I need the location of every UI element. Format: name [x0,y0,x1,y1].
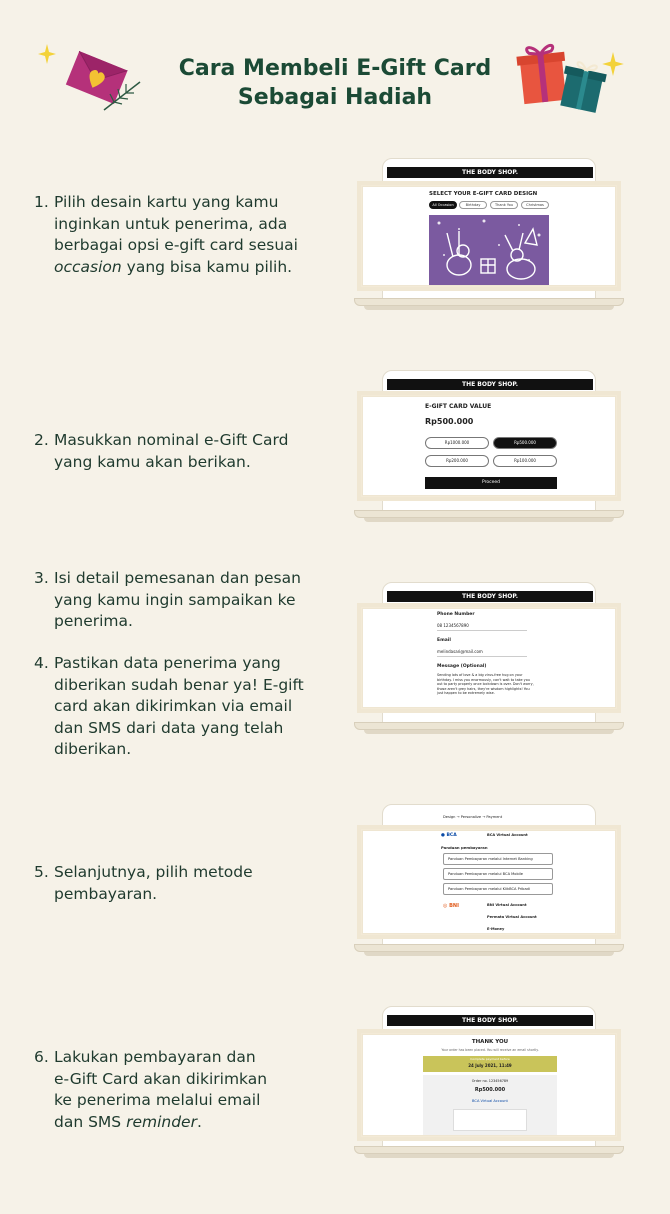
guide-accordion[interactable]: Panduan Pembayaran melalui BCA Mobile [443,868,553,880]
personalize-popup [362,608,616,708]
laptop-foot [364,518,614,522]
value-heading: E-GIFT CARD VALUE [425,403,492,410]
bni-logo-icon: ◎ BNI [443,903,459,909]
laptop-base [354,298,624,306]
value-amount: Rp500.000 [425,417,474,426]
tab-all-occasion[interactable]: All Occasion [429,201,457,209]
laptop-foot [364,952,614,956]
proceed-button[interactable]: Proceed [425,477,557,489]
thankyou-popup [362,1034,616,1136]
step-number: 2. [34,431,49,449]
bni-option[interactable]: BNI Virtual Account [487,903,527,907]
guide-label: Panduan pembayaran [441,845,488,850]
checkout-steps: Design → Personalize → Payment [443,815,503,819]
laptop-foot [364,730,614,734]
phone-input[interactable]: 08 1234567890 [437,623,469,628]
emoney-option[interactable]: E-Money [487,927,505,931]
divider [437,656,527,657]
step-emphasis: occasion [54,257,122,276]
phone-label: Phone Number [437,612,475,617]
step-number: 5. [34,863,49,881]
step-number: 6. [34,1048,49,1066]
thankyou-heading: THANK YOU [471,1039,509,1045]
payment-popup [362,830,616,934]
message-label: Message (Optional) [437,664,487,669]
permata-option[interactable]: Permata Virtual Account [487,915,537,919]
order-summary [423,1075,557,1136]
message-input[interactable]: Sending lots of love & a big virus-free hug on your birthday. I miss you enormously, can't wait to take you out to party properly once lockdown is over. Don't worry, those aren't grey hairs, they're wisdom highlights! You just happen to be extremely wise. [437,673,534,696]
page-title [160,54,510,112]
laptop-base [354,510,624,518]
laptop-foot [364,306,614,310]
gift-card-design-image[interactable] [429,215,549,285]
brand-bar: THE BODY SHOP. [387,1015,593,1026]
title-line-2: Sebagai Hadiah [237,85,433,110]
guide-accordion[interactable]: Panduan Pembayaran melalui Internet Banking [443,853,553,865]
laptop-base [354,722,624,730]
tab-birthday[interactable]: Birthday [459,201,487,209]
value-popup [362,396,616,496]
order-note: Your order has been placed. You will receive an email shortly. [441,1048,539,1052]
sparkle-icon [602,52,624,76]
deadline-value: 24 July 2021, 11:49 [468,1063,512,1068]
order-total: Rp500.000 [474,1087,506,1093]
laptop-foot [364,1154,614,1158]
step-text-tail: . [196,1112,202,1131]
deadline-label: Complete payment before [470,1057,510,1061]
value-option[interactable]: Rp100.000 [493,455,557,467]
tab-christmas[interactable]: Christmas [521,201,549,209]
step-text: Pastikan data penerima yang diberikan sudah benar ya! E-gift card akan dikirimkan via email dan SMS dari data yang telah diberikan. [54,654,304,758]
email-input[interactable]: melindasari@mail.com [437,649,483,654]
title-line-1: Cara Membeli E-Gift Card [178,56,492,81]
step-text-tail: yang bisa kamu pilih. [121,257,293,276]
value-option[interactable]: Rp200.000 [425,455,489,467]
payment-method: BCA Virtual Account [472,1099,508,1103]
sprig-icon [100,74,144,114]
laptop-base [354,944,624,952]
step-number: 1. [34,193,49,211]
step-text: Masukkan nominal e-Gift Card yang kamu akan berikan. [54,431,289,471]
laptop-base [354,1146,624,1154]
guide-accordion[interactable]: Panduan Pembayaran melalui KlikBCA Pribadi [443,883,553,895]
value-option[interactable]: Rp1000.000 [425,437,489,449]
brand-bar: THE BODY SHOP. [387,379,593,390]
deadline-banner [423,1056,557,1072]
step-text: Lakukan pembayaran dan e-Gift Card akan dikirimkan ke penerima melalui email dan SMS [54,1048,268,1131]
recipient-box [453,1109,527,1131]
step-number: 3. [34,569,49,587]
design-heading: SELECT YOUR E-GIFT CARD DESIGN [429,191,538,197]
bca-option[interactable]: BCA Virtual Account [487,833,528,837]
divider [437,630,527,631]
order-id: Order no. 123456789 [471,1079,509,1083]
step-number: 4. [34,654,49,672]
sparkle-icon [38,44,56,64]
step-text: Pilih desain kartu yang kamu inginkan untuk penerima, ada berbagai opsi e-gift card sesuai [54,193,298,254]
brand-bar: THE BODY SHOP. [387,167,593,178]
bca-logo-icon: ● BCA [441,833,457,838]
brand-bar: THE BODY SHOP. [387,591,593,602]
step-text: Isi detail pemesanan dan pesan yang kamu ingin sampaikan ke penerima. [54,569,301,630]
email-label: Email [437,638,451,643]
step-text: Selanjutnya, pilih metode pembayaran. [54,863,253,903]
design-popup [362,186,616,286]
value-option-selected[interactable]: Rp500.000 [493,437,557,449]
tab-thank-you[interactable]: Thank You [490,201,518,209]
step-emphasis: reminder [126,1112,197,1131]
